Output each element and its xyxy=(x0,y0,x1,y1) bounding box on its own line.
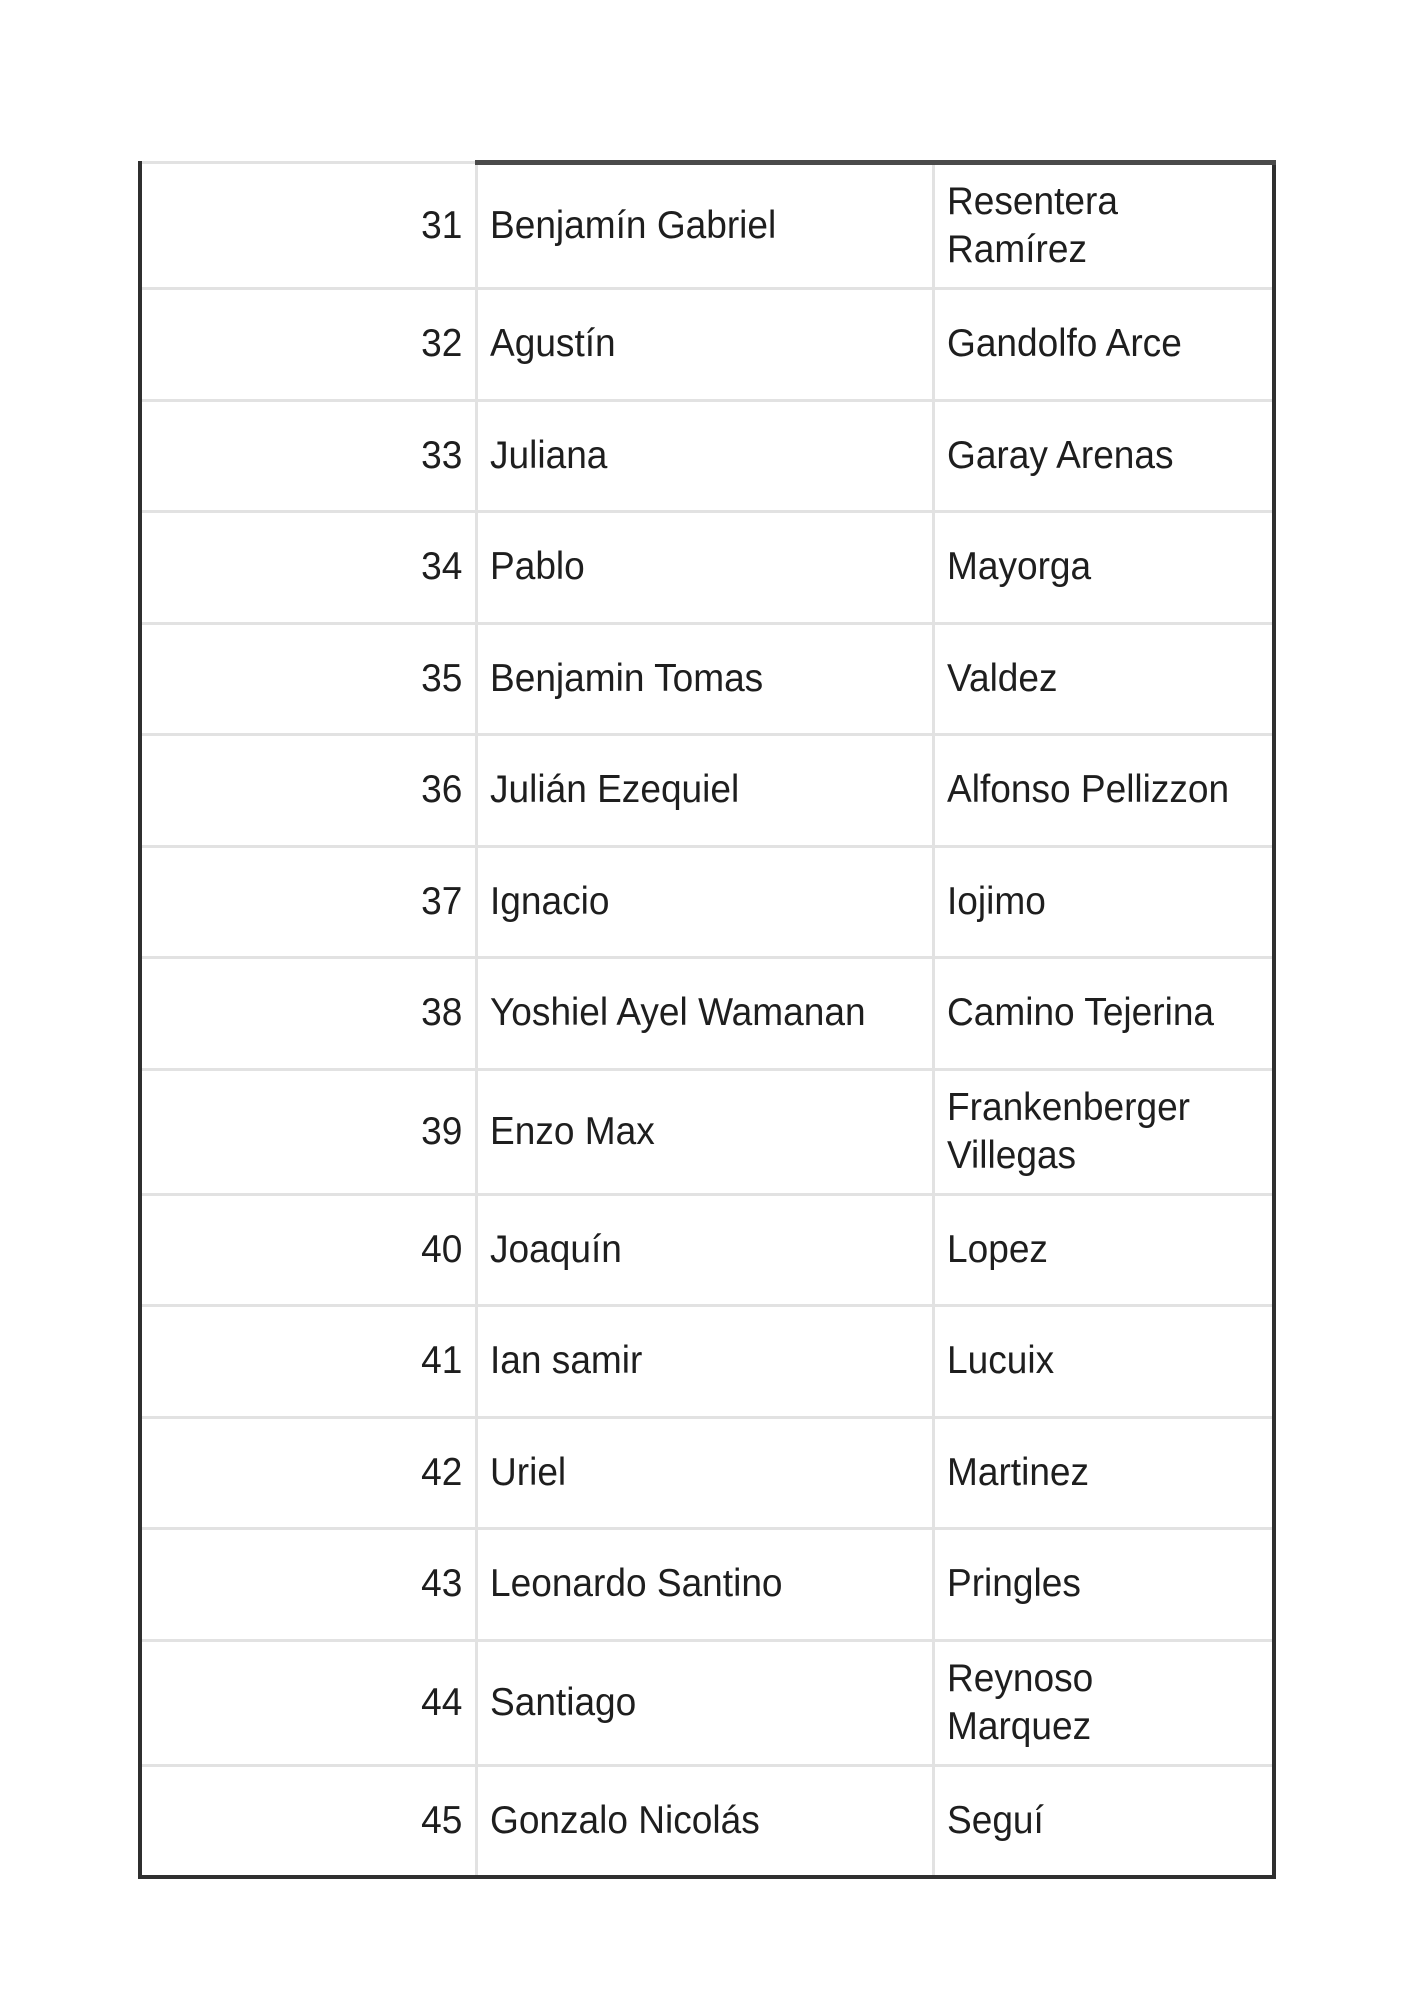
first-name-cell[interactable] xyxy=(476,1765,933,1877)
row-number-cell[interactable] xyxy=(140,1640,476,1765)
row-number-cell[interactable] xyxy=(140,1194,476,1306)
last-name-cell[interactable] xyxy=(933,846,1274,958)
first-name-cell[interactable] xyxy=(476,958,933,1070)
last-name-text: Mayorga xyxy=(946,545,1091,589)
first-name-text: Ian samir xyxy=(489,1339,642,1383)
first-name-cell[interactable] xyxy=(476,623,933,735)
last-name-text: Iojimo xyxy=(946,879,1046,923)
first-name-text: Pablo xyxy=(489,545,585,589)
row-number-text: 31 xyxy=(421,203,463,247)
first-name-cell[interactable] xyxy=(476,289,933,401)
first-name-text: Leonardo Santino xyxy=(489,1562,783,1606)
last-name-cell[interactable] xyxy=(933,1194,1274,1306)
last-name-cell[interactable] xyxy=(933,1306,1274,1418)
table-row xyxy=(140,1194,1274,1306)
first-name-text: Benjamín Gabriel xyxy=(489,204,776,247)
first-name-cell[interactable] xyxy=(476,1194,933,1306)
row-number-text: 45 xyxy=(421,1798,463,1842)
first-name-cell[interactable] xyxy=(476,1069,933,1194)
row-number-text: 33 xyxy=(421,433,463,477)
row-number-text: 43 xyxy=(421,1562,463,1606)
row-number-text: 44 xyxy=(421,1680,463,1724)
row-number-cell[interactable] xyxy=(140,512,476,624)
row-number-cell[interactable] xyxy=(140,846,476,958)
last-name-cell[interactable] xyxy=(933,1069,1274,1194)
last-name-text: Resentera Ramírez xyxy=(946,180,1118,271)
row-number-cell[interactable] xyxy=(140,735,476,847)
first-name-cell[interactable] xyxy=(476,1306,933,1418)
row-number-text: 41 xyxy=(421,1339,463,1383)
table-row xyxy=(140,400,1274,512)
row-number-cell[interactable] xyxy=(140,163,476,289)
last-name-text: Seguí xyxy=(946,1798,1044,1842)
row-number-cell[interactable] xyxy=(140,1306,476,1418)
table-row xyxy=(140,289,1274,401)
row-number-text: 42 xyxy=(421,1450,463,1494)
row-number-cell[interactable] xyxy=(140,1069,476,1194)
last-name-cell[interactable] xyxy=(933,1529,1274,1641)
row-number-text: 39 xyxy=(421,1109,463,1153)
last-name-text: Camino Tejerina xyxy=(946,991,1214,1035)
first-name-text: Gonzalo Nicolás xyxy=(489,1798,760,1842)
table-row xyxy=(140,958,1274,1070)
first-name-cell[interactable] xyxy=(476,400,933,512)
row-number-cell[interactable] xyxy=(140,1529,476,1641)
first-name-cell[interactable] xyxy=(476,163,933,289)
last-name-cell[interactable] xyxy=(933,958,1274,1070)
first-name-cell[interactable] xyxy=(476,735,933,847)
table-row xyxy=(140,163,1274,289)
last-name-text: Pringles xyxy=(946,1562,1081,1606)
first-name-text: Benjamin Tomas xyxy=(489,656,763,700)
names-table xyxy=(138,160,1276,1879)
table-row xyxy=(140,1417,1274,1529)
first-name-cell[interactable] xyxy=(476,512,933,624)
row-number-text: 34 xyxy=(421,545,463,589)
table-row xyxy=(140,735,1274,847)
last-name-text: Lucuix xyxy=(946,1339,1054,1383)
row-number-cell[interactable] xyxy=(140,400,476,512)
last-name-cell[interactable] xyxy=(933,735,1274,847)
row-number-cell[interactable] xyxy=(140,958,476,1070)
last-name-text: Martinez xyxy=(946,1450,1089,1494)
last-name-text: Alfonso Pellizzon xyxy=(946,768,1229,812)
first-name-cell[interactable] xyxy=(476,1529,933,1641)
table-row xyxy=(140,512,1274,624)
first-name-text: Enzo Max xyxy=(489,1109,655,1153)
last-name-cell[interactable] xyxy=(933,289,1274,401)
first-name-text: Uriel xyxy=(489,1450,566,1494)
first-name-text: Julián Ezequiel xyxy=(489,768,739,812)
table-row xyxy=(140,1640,1274,1765)
first-name-text: Agustín xyxy=(489,322,616,366)
table-row xyxy=(140,623,1274,735)
first-name-cell[interactable] xyxy=(476,1417,933,1529)
table-row xyxy=(140,1069,1274,1194)
last-name-cell[interactable] xyxy=(933,1765,1274,1877)
table-row xyxy=(140,1529,1274,1641)
last-name-text: Gandolfo Arce xyxy=(946,322,1182,366)
row-number-text: 32 xyxy=(421,322,463,366)
last-name-text: Reynoso Marquez xyxy=(946,1656,1093,1748)
row-number-text: 36 xyxy=(421,768,463,812)
last-name-cell[interactable] xyxy=(933,512,1274,624)
last-name-cell[interactable] xyxy=(933,1417,1274,1529)
row-number-text: 38 xyxy=(421,991,463,1035)
row-number-cell[interactable] xyxy=(140,1417,476,1529)
row-number-text: 37 xyxy=(421,879,463,923)
row-number-cell[interactable] xyxy=(140,289,476,401)
last-name-cell[interactable] xyxy=(933,163,1274,289)
last-name-text: Valdez xyxy=(946,656,1058,700)
row-number-cell[interactable] xyxy=(140,1765,476,1877)
table-row xyxy=(140,1765,1274,1877)
last-name-text: Lopez xyxy=(946,1227,1048,1271)
first-name-text: Ignacio xyxy=(489,879,609,923)
table-row xyxy=(140,1306,1274,1418)
table-row xyxy=(140,846,1274,958)
last-name-cell[interactable] xyxy=(933,623,1274,735)
last-name-cell[interactable] xyxy=(933,1640,1274,1765)
first-name-text: Juliana xyxy=(489,433,607,477)
last-name-text: Frankenberger Villegas xyxy=(946,1085,1190,1177)
first-name-text: Santiago xyxy=(489,1680,636,1724)
first-name-text: Yoshiel Ayel Wamanan xyxy=(489,991,866,1035)
last-name-text: Garay Arenas xyxy=(946,433,1174,477)
last-name-cell[interactable] xyxy=(933,400,1274,512)
first-name-text: Joaquín xyxy=(489,1227,622,1271)
first-name-cell[interactable] xyxy=(476,846,933,958)
row-number-cell[interactable] xyxy=(140,623,476,735)
first-name-cell[interactable] xyxy=(476,1640,933,1765)
names-table-body xyxy=(140,163,1274,1877)
row-number-text: 40 xyxy=(421,1227,463,1271)
row-number-text: 35 xyxy=(421,656,463,700)
